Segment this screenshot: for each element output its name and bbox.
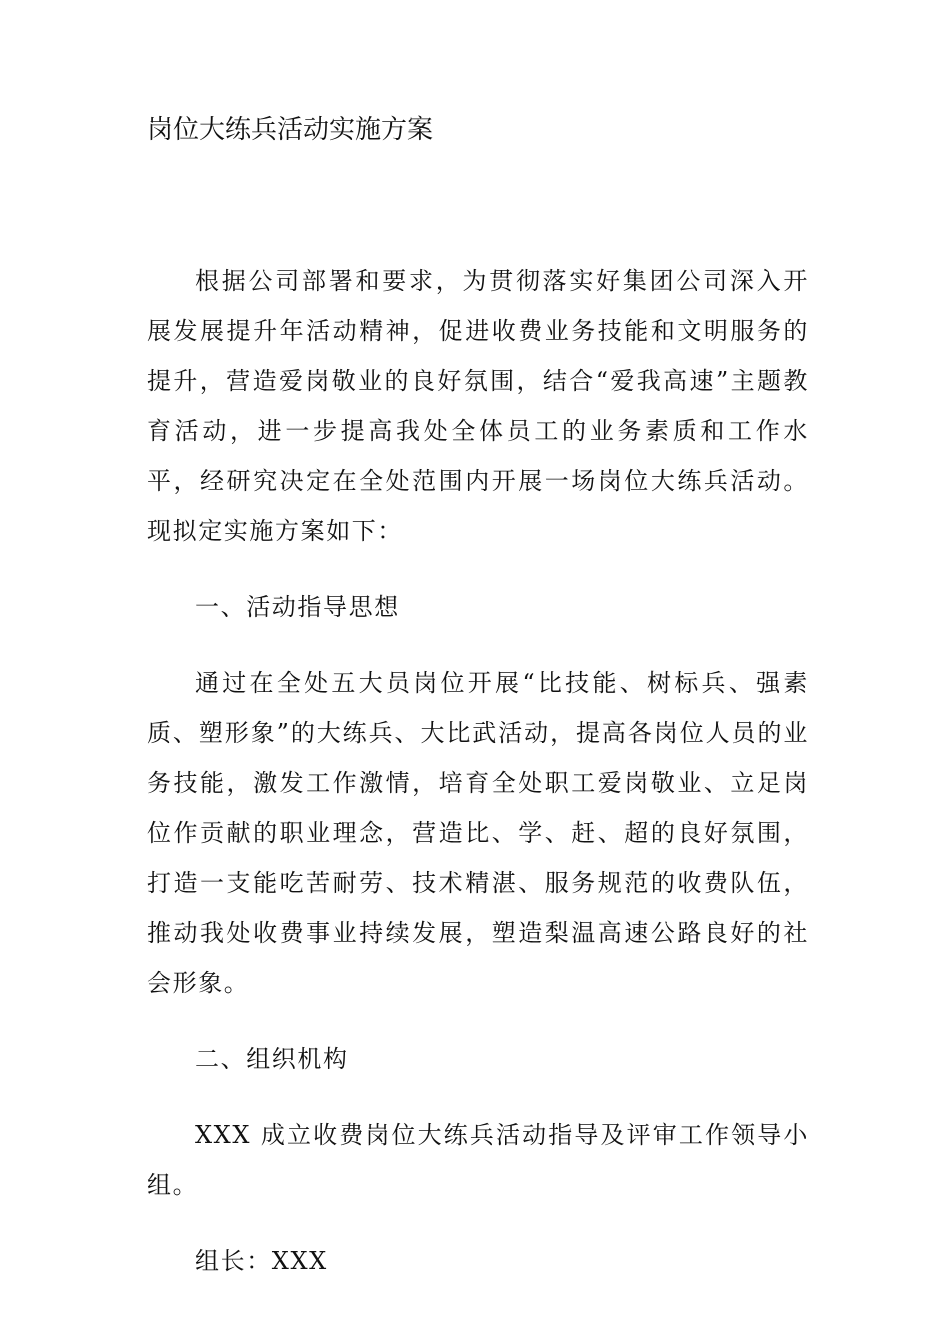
section-heading-organization: 二、组织机构 bbox=[195, 1045, 349, 1073]
intro-paragraph: 根据公司部署和要求，为贯彻落实好集团公司深入开展发展提升年活动精神，促进收费业务技能和文明服务的提升，营造爱岗敬业的良好氛围，结合“爱我高速”主题教育活动，进一步提高我处全体员工的业务素质和工作水平，经研究决定在全处范围内开展一场岗位大练兵活动。现拟定实施方案如下： bbox=[147, 267, 809, 545]
guiding-ideology-paragraph: 通过在全处五大员岗位开展“比技能、树标兵、强素质、塑形象”的大练兵、大比武活动，提高各岗位人员的业务技能，激发工作激情，培育全处职工爱岗敬业、立足岗位作贡献的职业理念，营造比、学、赶、超的良好氛围，打造一支能吃苦耐劳、技术精湛、服务规范的收费队伍，推动我处收费事业持续发展，塑造梨温高速公路良好的社会形象。 bbox=[147, 669, 809, 997]
team-leader-line: 组长：XXX bbox=[195, 1247, 328, 1275]
section-heading-guiding-ideology: 一、活动指导思想 bbox=[195, 593, 400, 621]
document-body bbox=[147, 256, 809, 1286]
organization-paragraph: XXX 成立收费岗位大练兵活动指导及评审工作领导小组。 bbox=[147, 1121, 809, 1199]
document-title: 岗位大练兵活动实施方案 bbox=[147, 115, 434, 145]
